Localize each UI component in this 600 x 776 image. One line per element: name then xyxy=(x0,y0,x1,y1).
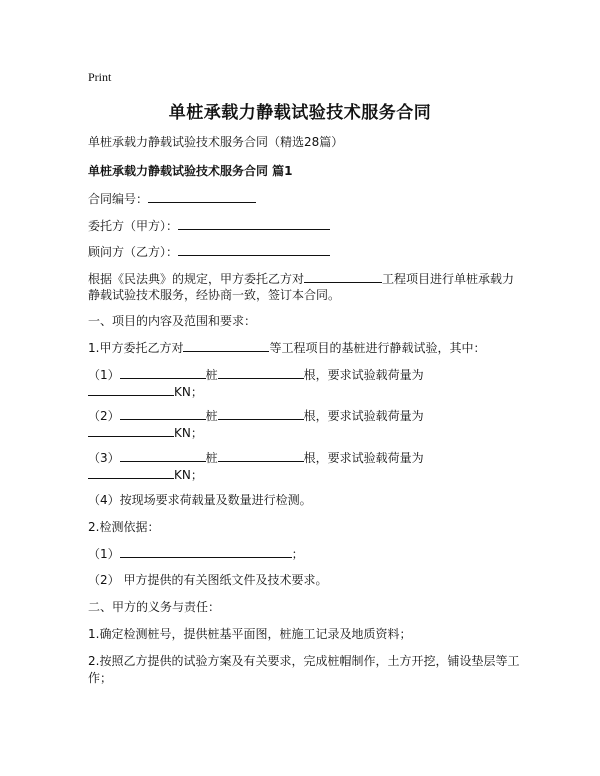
section-1-heading: 一、项目的内容及范围和要求： xyxy=(88,314,257,328)
sub-item-3-root: 根，要求试验载荷量为 xyxy=(303,451,424,465)
duty-2-line-1: 2.按照乙方提供的试验方案及有关要求，完成桩帽制作，土方开挖，铺设垫层等工 xyxy=(88,654,520,668)
sub-item-2-load xyxy=(88,424,203,441)
intro-line-2: 静载试验技术服务，经协商一致，签订本合同。 xyxy=(88,288,341,302)
document-title: 单桩承载力静载试验技术服务合同 xyxy=(168,103,432,123)
basis-1-end: ； xyxy=(291,547,304,561)
duty-1: 1.确定检测桩号，提供桩基平面图，桩施工记录及地质资料； xyxy=(88,627,412,641)
document-subtitle: 单桩承载力静载试验技术服务合同（精选28篇） xyxy=(88,135,344,149)
basis-1-num: （1） xyxy=(88,547,120,561)
duty-2-line-2: 作； xyxy=(88,671,113,685)
sub-item-3-count-blank xyxy=(218,449,304,462)
sub-item-2-pile-blank xyxy=(120,407,206,420)
sub-item-2-num: （2） xyxy=(88,409,120,423)
basis-heading: 2.检测依据： xyxy=(88,520,160,534)
sub-item-2-pile: 桩 xyxy=(205,409,218,423)
sub-item-1-count-blank xyxy=(218,366,304,379)
basis-2: （2） 甲方提供的有关图纸文件及技术要求。 xyxy=(88,573,328,587)
item-1-blank xyxy=(183,339,269,352)
sub-item-3-pile-blank xyxy=(120,449,206,462)
consultant-label: 顾问方（乙方）： xyxy=(88,245,179,259)
sub-item-1 xyxy=(88,366,424,383)
client-field xyxy=(88,217,330,234)
project-blank xyxy=(304,270,382,283)
sub-item-2-root: 根，要求试验载荷量为 xyxy=(303,409,424,423)
item-1-text-1: 1.甲方委托乙方对 xyxy=(88,341,184,355)
sub-item-1-root: 根，要求试验载荷量为 xyxy=(303,368,424,382)
sub-item-2-unit: KN； xyxy=(174,426,203,440)
section-2-heading: 二、甲方的义务与责任： xyxy=(88,600,221,614)
item-4: （4）按现场要求荷载量及数量进行检测。 xyxy=(88,493,312,507)
sub-item-2 xyxy=(88,407,424,424)
consultant-blank xyxy=(178,243,330,256)
sub-item-3-load xyxy=(88,466,203,483)
sub-item-3-num: （3） xyxy=(88,451,120,465)
print-label: Print xyxy=(88,70,112,84)
sub-item-3-unit: KN； xyxy=(174,468,203,482)
section-heading: 单桩承载力静载试验技术服务合同 篇1 xyxy=(88,164,293,178)
sub-item-1-pile-blank xyxy=(120,366,206,379)
sub-item-3 xyxy=(88,449,424,466)
consultant-field xyxy=(88,243,330,260)
contract-number-label: 合同编号： xyxy=(88,192,149,206)
sub-item-3-pile: 桩 xyxy=(205,451,218,465)
sub-item-1-num: （1） xyxy=(88,368,120,382)
sub-item-2-count-blank xyxy=(218,407,304,420)
item-1 xyxy=(88,339,485,356)
sub-item-1-load xyxy=(88,383,203,400)
contract-number-blank xyxy=(148,190,256,203)
intro-line-1 xyxy=(88,270,514,287)
item-1-text-2: 等工程项目的基桩进行静载试验，其中： xyxy=(269,341,486,355)
intro-text-1: 根据《民法典》的规定，甲方委托乙方对 xyxy=(88,272,305,286)
sub-item-1-unit: KN； xyxy=(174,385,203,399)
basis-1 xyxy=(88,545,304,562)
contract-number-field xyxy=(88,190,256,207)
intro-text-2: 工程项目进行单桩承载力 xyxy=(382,272,515,286)
sub-item-3-load-blank xyxy=(88,466,174,479)
sub-item-1-load-blank xyxy=(88,383,174,396)
sub-item-1-pile: 桩 xyxy=(205,368,218,382)
client-blank xyxy=(178,217,330,230)
basis-1-blank xyxy=(120,545,292,558)
sub-item-2-load-blank xyxy=(88,424,174,437)
client-label: 委托方（甲方）： xyxy=(88,219,179,233)
